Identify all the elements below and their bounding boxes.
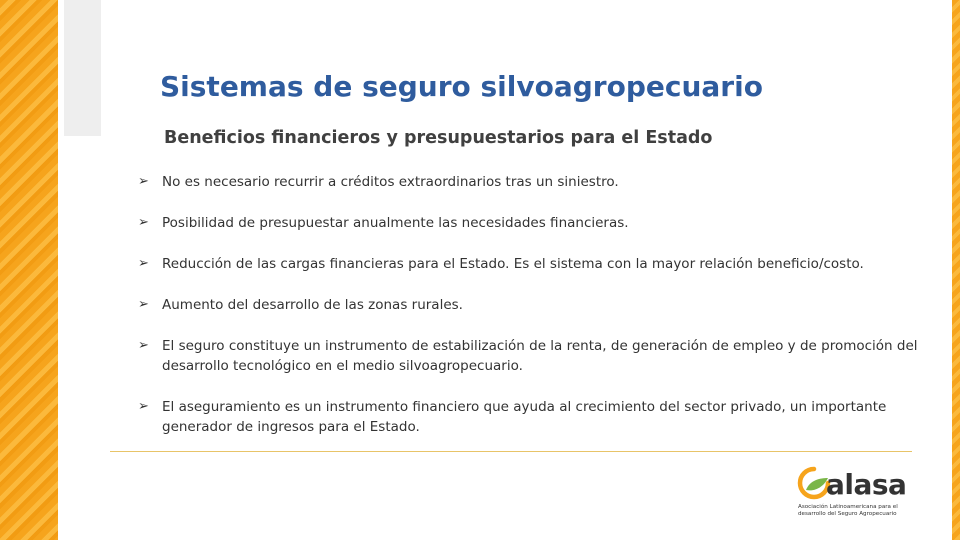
slide-subtitle: Beneficios financieros y presupuestarios para el Estado	[164, 128, 713, 148]
arrowhead-bullet-icon: ➢	[138, 174, 149, 189]
gray-corner-panel	[64, 0, 101, 136]
arrowhead-bullet-icon: ➢	[138, 215, 149, 230]
right-decorative-stripe	[952, 0, 960, 540]
slide-title: Sistemas de seguro silvoagropecuario	[160, 70, 763, 103]
bullet-item	[138, 397, 928, 437]
arrowhead-bullet-icon: ➢	[138, 256, 149, 271]
bullet-item	[138, 213, 928, 233]
bullet-text: No es necesario recurrir a créditos extraordinarios tras un siniestro.	[162, 174, 619, 190]
arrowhead-bullet-icon: ➢	[138, 338, 149, 353]
alasa-wordmark: alasa	[826, 468, 907, 501]
alasa-tagline: Asociación Latinoamericana para el desarrollo del Seguro Agropecuario	[798, 504, 898, 517]
bullet-item	[138, 254, 928, 274]
arrowhead-bullet-icon: ➢	[138, 297, 149, 312]
arrowhead-bullet-icon: ➢	[138, 399, 149, 414]
bullet-text: Reducción de las cargas financieras para el Estado. Es el sistema con la mayor relación beneficio/costo.	[162, 256, 864, 272]
bullet-text: Posibilidad de presupuestar anualmente las necesidades financieras.	[162, 215, 629, 231]
alasa-logo	[796, 464, 908, 524]
footer-divider	[110, 451, 912, 452]
bullet-text: El aseguramiento es un instrumento financiero que ayuda al crecimiento del sector privado, un importante generador de ingresos para el Estado.	[162, 399, 887, 435]
bullet-item	[138, 172, 928, 192]
bullet-list	[138, 172, 928, 437]
bullet-item	[138, 336, 928, 376]
bullet-text: El seguro constituye un instrumento de estabilización de la renta, de generación de empleo y de promoción del desarrollo tecnológico en el medio silvoagropecuario.	[162, 338, 918, 374]
left-decorative-stripe	[0, 0, 58, 540]
bullet-text: Aumento del desarrollo de las zonas rurales.	[162, 297, 463, 313]
bullet-item	[138, 295, 928, 315]
